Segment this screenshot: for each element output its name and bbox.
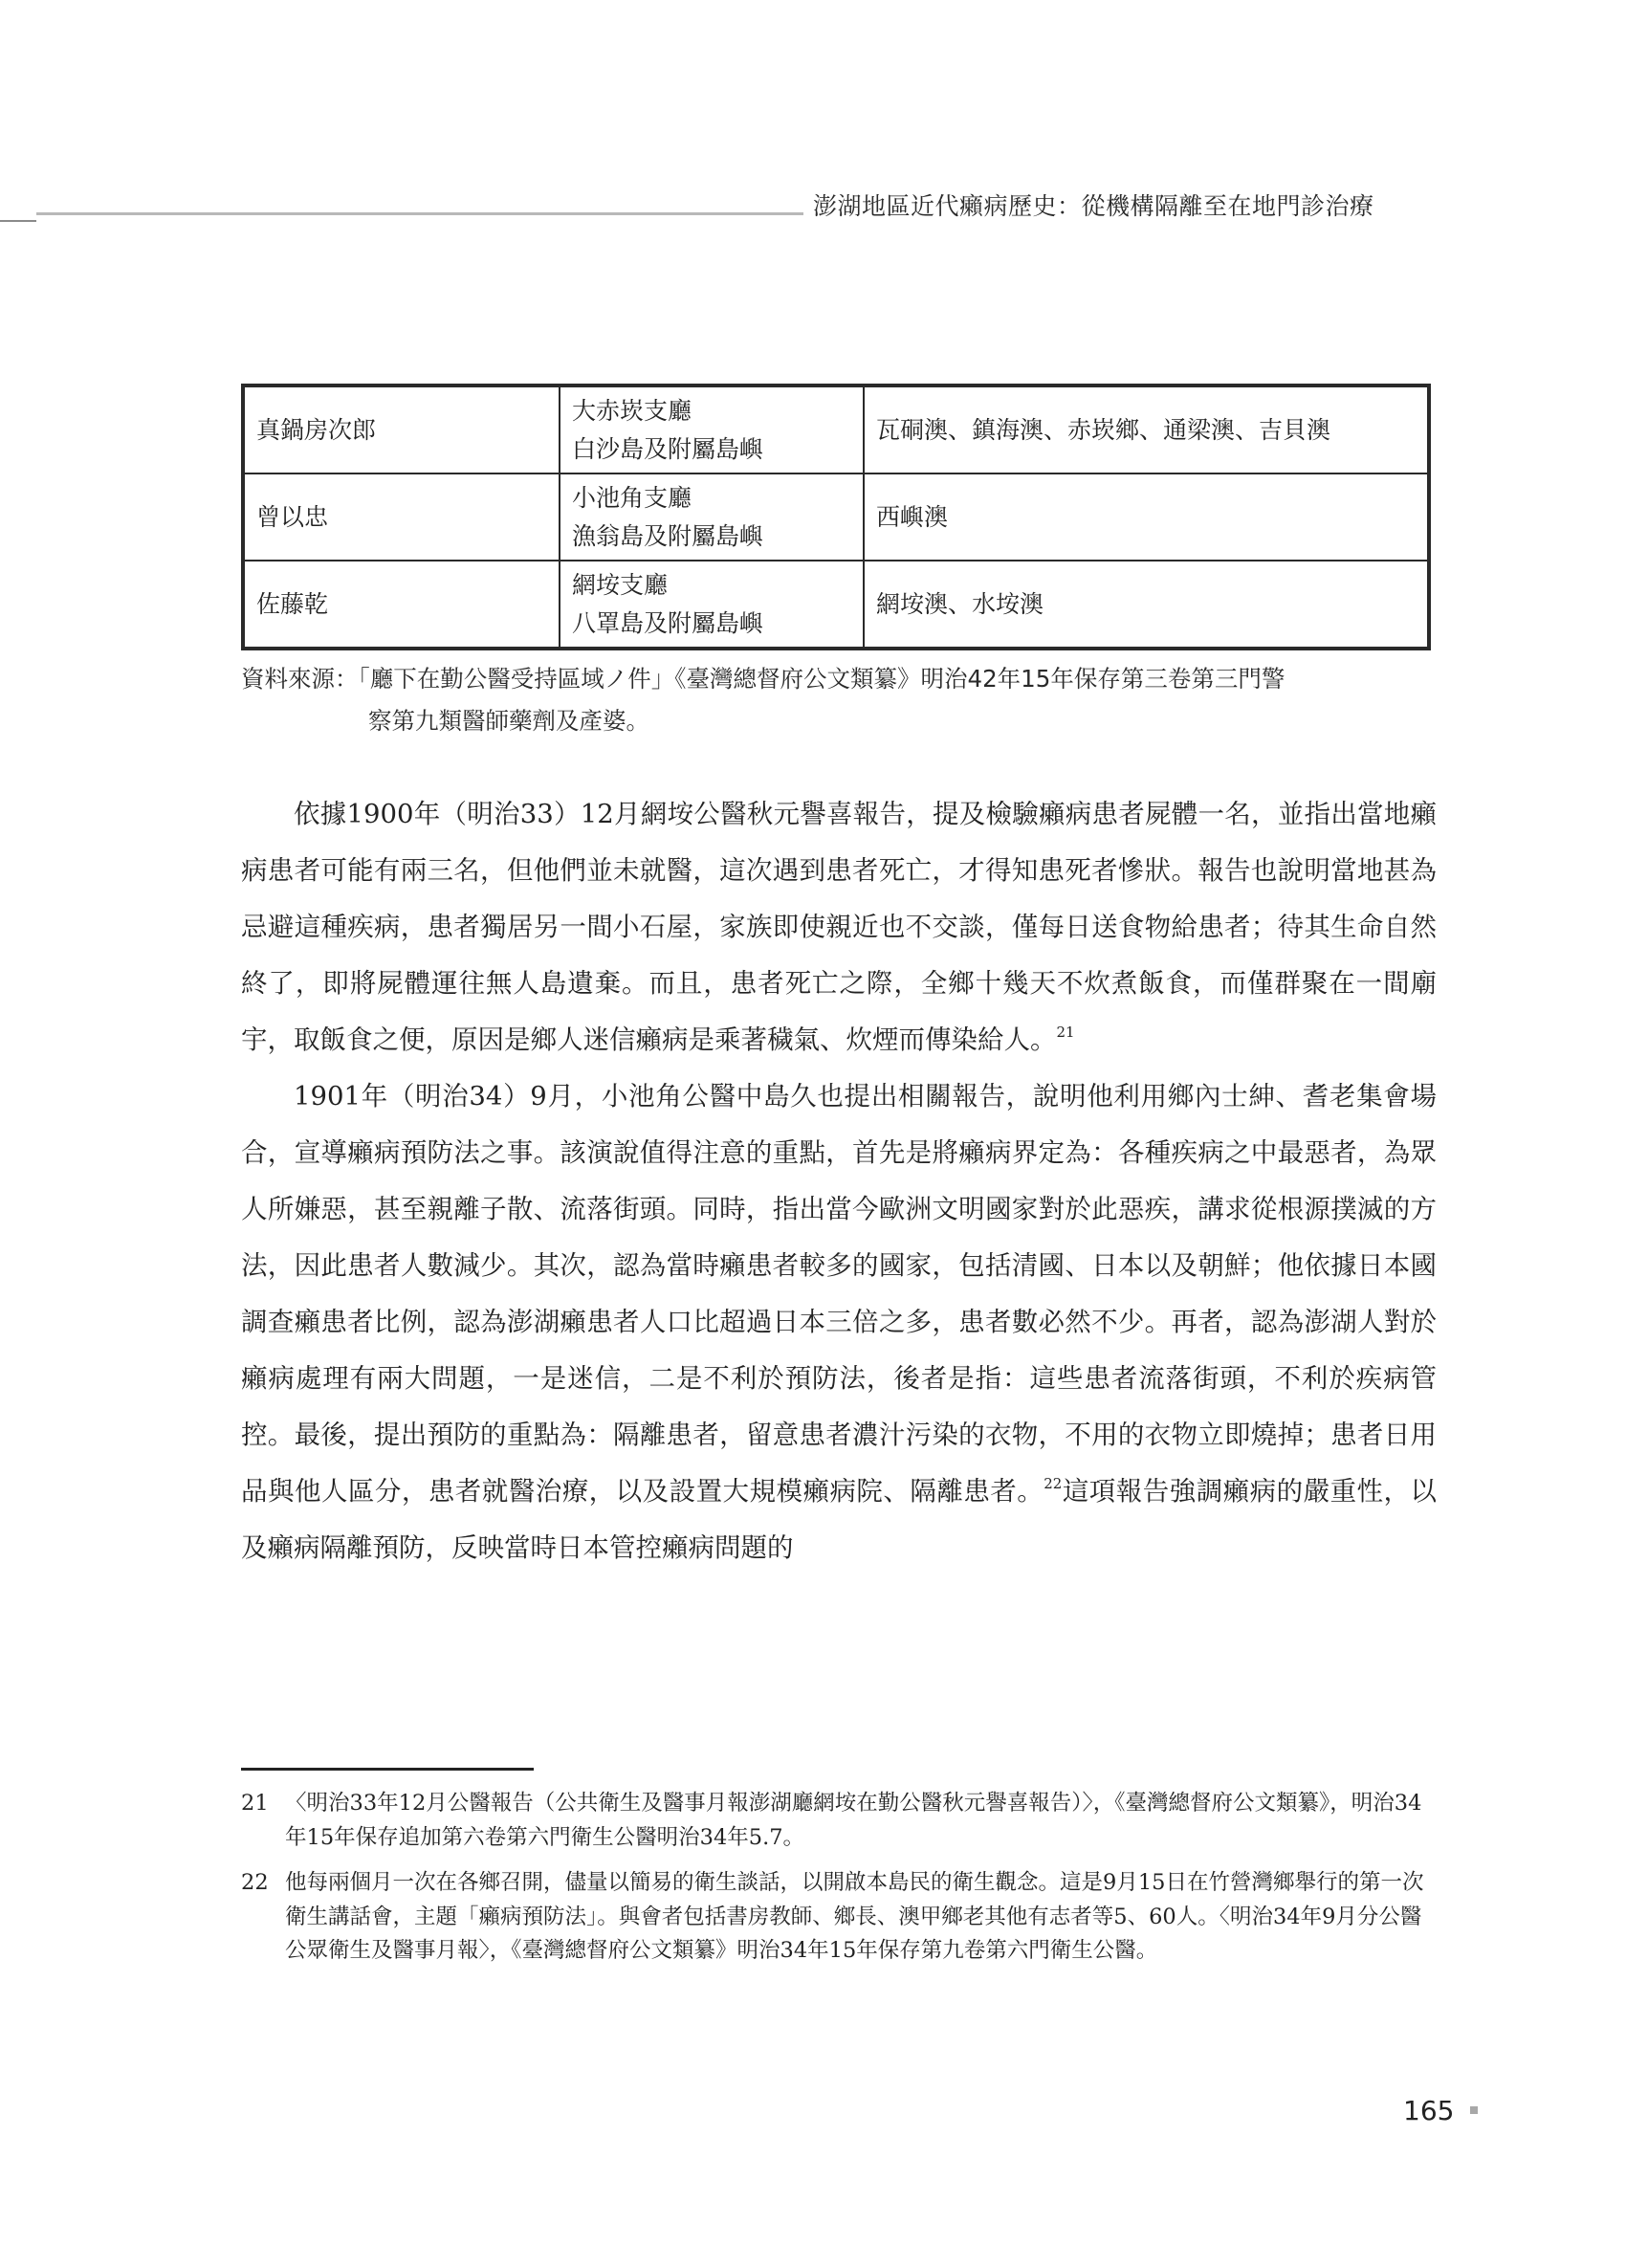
footnotes	[241, 1787, 1437, 1980]
office-line: 小池角支廳	[572, 483, 692, 512]
header-rule	[36, 212, 803, 215]
footnote-ref[interactable]: 22	[1044, 1475, 1063, 1492]
table-row	[243, 473, 1429, 561]
table-row	[243, 561, 1429, 649]
office-line: 八罩島及附屬島嶼	[572, 608, 764, 637]
office-line: 大赤崁支廳	[572, 396, 692, 425]
footnote-text: 〈明治33年12月公醫報告（公共衛生及醫事月報澎湖廳網垵在勤公醫秋元譽喜報告）〉，《臺灣總督府公文類纂》，明治34年15年保存追加第六卷第六門衛生公醫明治34年5.7。	[285, 1791, 1422, 1850]
footnote-text: 他每兩個月一次在各鄉召開，儘量以簡易的衛生談話，以開啟本島民的衛生觀念。這是9月15日在竹營灣鄉舉行的第一次衛生講話會，主題「癩病預防法」。與會者包括書房教師、鄉長、澳甲鄉老其他有志者等5、60人。〈明治34年9月分公醫公眾衛生及醫事月報〉，《臺灣總督府公文類纂》明治34年15年保存第九卷第六門衛生公醫。	[285, 1870, 1424, 1963]
office-cell	[560, 385, 864, 473]
page-marker-square-icon	[1470, 2106, 1478, 2114]
office-line: 網垵支廳	[572, 570, 669, 599]
paragraph-text: 這項報告強調癩病的嚴重性，以及癩病隔離預防，反映當時日本管控癩病問題的	[241, 1476, 1438, 1563]
doctor-cell: 真鍋房次郎	[243, 385, 560, 473]
doctor-cell: 曾以忠	[243, 473, 560, 561]
official-doctor-table-wrap	[241, 384, 1431, 650]
paragraph	[241, 786, 1437, 1068]
footnote-separator	[241, 1768, 534, 1771]
running-head-title: 澎湖地區近代癩病歷史：從機構隔離至在地門診治療	[813, 192, 1374, 220]
source-note-line1: 資料來源：「廳下在勤公醫受持區域ノ件」《臺灣總督府公文類纂》明治42年15年保存第三卷第三門警	[241, 665, 1285, 693]
footnote-ref[interactable]: 21	[1056, 1024, 1075, 1041]
source-note-line2: 察第九類醫師藥劑及產婆。	[368, 707, 649, 735]
doctor-cell: 佐藤乾	[243, 561, 560, 649]
paragraph	[241, 1068, 1437, 1576]
areas-cell: 瓦硐澳、鎮海澳、赤崁鄉、通梁澳、吉貝澳	[864, 385, 1429, 473]
footnote	[241, 1787, 1437, 1855]
footnote-number: 21	[241, 1791, 269, 1816]
office-cell	[560, 473, 864, 561]
page-number: 165	[1403, 2095, 1455, 2126]
office-line: 漁翁島及附屬島嶼	[572, 521, 764, 550]
areas-cell: 西嶼澳	[864, 473, 1429, 561]
office-cell	[560, 561, 864, 649]
footnote	[241, 1866, 1437, 1969]
areas-cell: 網垵澳、水垵澳	[864, 561, 1429, 649]
paragraph-text: 依據1900年（明治33）12月網垵公醫秋元譽喜報告，提及檢驗癩病患者屍體一名，並指出當地癩病患者可能有兩三名，但他們並未就醫，這次遇到患者死亡，才得知患死者慘狀。報告也說明當地甚為忌避這種疾病，患者獨居另一間小石屋，家族即使親近也不交談，僅每日送食物給患者；待其生命自然終了，即將屍體運往無人島遺棄。而且，患者死亡之際，全鄉十幾天不炊煮飯食，而僅群聚在一間廟宇，取飯食之便，原因是鄉人迷信癩病是乘著穢氣、炊煙而傳染給人。	[241, 799, 1437, 1055]
office-line: 白沙島及附屬島嶼	[572, 434, 764, 463]
paragraph-text: 1901年（明治34）9月，小池角公醫中島久也提出相關報告，說明他利用鄉內士紳、耆老集會場合，宣導癩病預防法之事。該演說值得注意的重點，首先是將癩病界定為：各種疾病之中最惡者，為眾人所嫌惡，甚至親離子散、流落街頭。同時，指出當今歐洲文明國家對於此惡疾，講求從根源撲滅的方法，因此患者人數減少。其次，認為當時癩患者較多的國家，包括清國、日本以及朝鮮；他依據日本國調查癩患者比例，認為澎湖癩患者人口比超過日本三倍之多，患者數必然不少。再者，認為澎湖人對於癩病處理有兩大問題，一是迷信，二是不利於預防法，後者是指：這些患者流落街頭，不利於疾病管控。最後，提出預防的重點為：隔離患者，留意患者濃汁污染的衣物，不用的衣物立即燒掉；患者日用品與他人區分，患者就醫治療，以及設置大規模癩病院、隔離患者。	[241, 1081, 1437, 1507]
table-source-note	[241, 658, 1437, 742]
body-text	[241, 786, 1437, 1576]
official-doctor-table	[241, 384, 1431, 650]
header-rule-left	[0, 220, 36, 222]
running-head	[0, 0, 1626, 230]
footnote-number: 22	[241, 1870, 269, 1895]
table-row	[243, 385, 1429, 473]
